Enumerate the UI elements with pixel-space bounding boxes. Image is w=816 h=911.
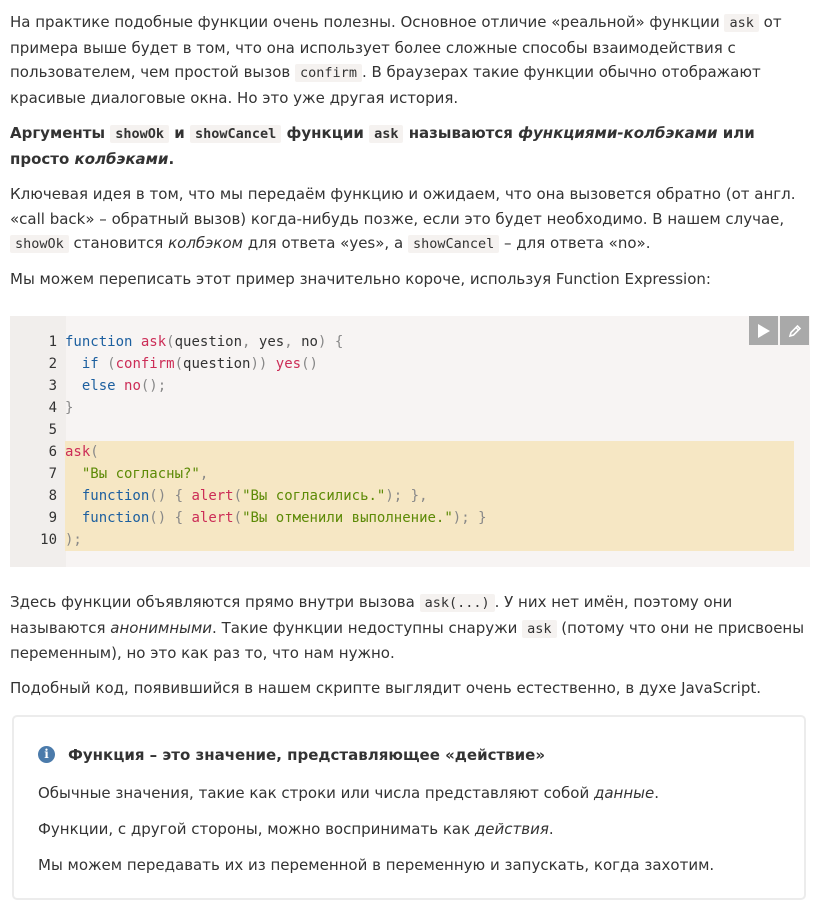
info-line-actions: Функции, с другой стороны, можно воспринимать как действия. [38, 820, 554, 838]
code-ask: ask [724, 14, 758, 32]
info-title: Функция – это значение, представляющее «действие» [68, 746, 546, 764]
paragraph-real-function: На практике подобные функции очень полезны. Основное отличие «реальной» функции ask от примера выше будет в том, что она использует более сложные способы взаимодействия с пользователем, чем простой вызов confirm . В браузерах такие функции обычно отображают красивые диалоговые окна. Но это уже другая история. [10, 13, 782, 107]
code-confirm: confirm [295, 64, 362, 82]
code-showok: showOk [110, 125, 169, 143]
edit-code-button[interactable] [780, 316, 809, 345]
code-line-4: } [65, 400, 74, 416]
code-line-2: if (confirm(question)) yes() [81, 356, 318, 372]
code-ask-call: ask(...) [420, 594, 495, 612]
code-showcancel: showCancel [408, 235, 499, 253]
paragraph-key-idea: Ключевая идея в том, что мы передаём функцию и ожидаем, что она вызовется обратно (от англ. «call back» – обратный вызов) когда-нибудь позже, если это будет необходимо. В нашем случае, showOk становится колбэком для ответа «yes», а showCancel – для ответа «no». [10, 185, 796, 252]
line-number: 5 [48, 422, 57, 438]
line-number: 10 [40, 532, 57, 548]
info-line-pass: Мы можем передавать их из переменной в переменную и запускать, когда захотим. [38, 856, 715, 874]
paragraph-callbacks-definition: Аргументы showOk и showCancel функции ask называются функциями-колбэками или просто колбэками. [10, 124, 755, 168]
code-line-9: function() { alert("Вы отменили выполнение."); } [81, 510, 487, 526]
code-block [10, 316, 810, 567]
pencil-icon [788, 324, 802, 338]
paragraph-rewrite: Мы можем переписать этот пример значительно короче, используя Function Expression: [10, 270, 711, 288]
paragraph-anonymous: Здесь функции объявляются прямо внутри вызова ask(...) . У них нет имён, поэтому они называются анонимными. Такие функции недоступны снаружи ask (потому что они не присвоены переменным), но это как раз то, что нам нужно. [10, 593, 805, 662]
line-number: 9 [48, 510, 57, 526]
line-number: 1 [48, 334, 57, 350]
run-code-button[interactable] [749, 316, 778, 345]
play-icon [757, 324, 770, 338]
code-showcancel: showCancel [190, 125, 281, 143]
code-line-1: function ask(question, yes, no) { [65, 334, 344, 350]
info-callout [12, 715, 806, 900]
code-line-10: ); [65, 532, 82, 548]
line-number: 7 [48, 466, 57, 482]
info-line-data: Обычные значения, такие как строки или числа представляют собой данные. [38, 784, 660, 802]
code-showok: showOk [10, 235, 69, 253]
code-line-6: ask( [65, 444, 99, 460]
line-number: 4 [48, 400, 57, 416]
line-number: 2 [48, 356, 57, 372]
line-number: 8 [48, 488, 57, 504]
code-line-7: "Вы согласны?", [81, 466, 209, 482]
code-line-3: else no(); [81, 378, 167, 394]
line-number: 3 [48, 378, 57, 394]
line-number: 6 [48, 444, 57, 460]
code-ask: ask [522, 620, 556, 638]
code-line-8: function() { alert("Вы согласились."); }, [81, 488, 428, 504]
info-icon: i [38, 746, 55, 763]
paragraph-natural-code: Подобный код, появившийся в нашем скрипте выглядит очень естественно, в духе JavaScript. [10, 679, 762, 697]
code-ask: ask [369, 125, 403, 143]
